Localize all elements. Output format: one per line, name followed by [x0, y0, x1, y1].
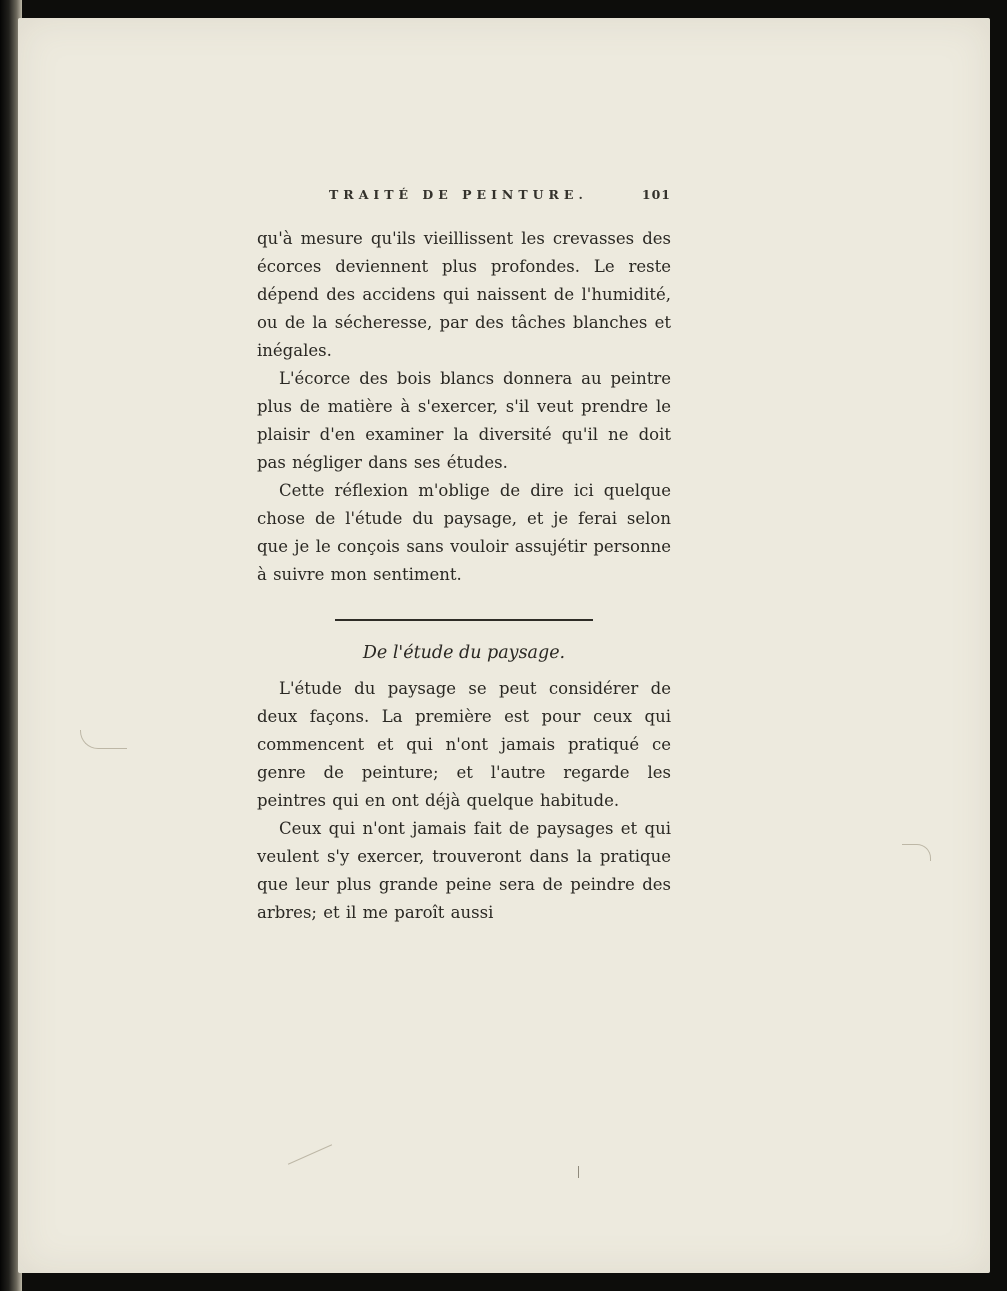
paragraph-continued: qu'à mesure qu'ils vieillissent les crevasses des écorces deviennent plus profondes. Le reste dépend des accidens qui naissent de l'humidité, ou de la sécheresse, par des tâches blanches et inégales.: [257, 229, 671, 360]
text-block: [257, 177, 671, 927]
page-number: 101: [641, 187, 671, 202]
paragraph-reflexion: Cette réflexion m'oblige de dire ici quelque chose de l'étude du paysage, et je ferai selon que je le conçois sans vouloir assujétir personne à suivre mon sentiment.: [257, 481, 671, 584]
running-head-title: TRAITÉ DE PEINTURE.: [329, 187, 588, 202]
section-title: De l'étude du paysage.: [362, 643, 566, 663]
paper-blemish-center: [578, 1166, 579, 1178]
paragraph-ceux: Ceux qui n'ont jamais fait de paysages et qui veulent s'y exercer, trouveront dans la pratique que leur plus grande peine sera de peindre des arbres; et il me paroît aussi: [257, 819, 671, 922]
paragraph-etude: L'étude du paysage se peut considérer de deux façons. La première est pour ceux qui commencent et qui n'ont jamais pratiqué ce genre de peinture; et l'autre regarde les peintres qui en ont déjà quelque habitude.: [257, 679, 671, 810]
paper-blemish-right: [902, 844, 931, 861]
paper-blemish-left: [80, 730, 127, 749]
paragraph-ecorce: L'écorce des bois blancs donnera au peintre plus de matière à s'exercer, s'il veut prendre le plaisir d'en examiner la diversité qu'il ne doit pas négliger dans ses études.: [257, 369, 671, 472]
running-head: [257, 177, 671, 207]
paper-blemish-bottom: [288, 1144, 332, 1164]
section-divider: [335, 619, 593, 621]
